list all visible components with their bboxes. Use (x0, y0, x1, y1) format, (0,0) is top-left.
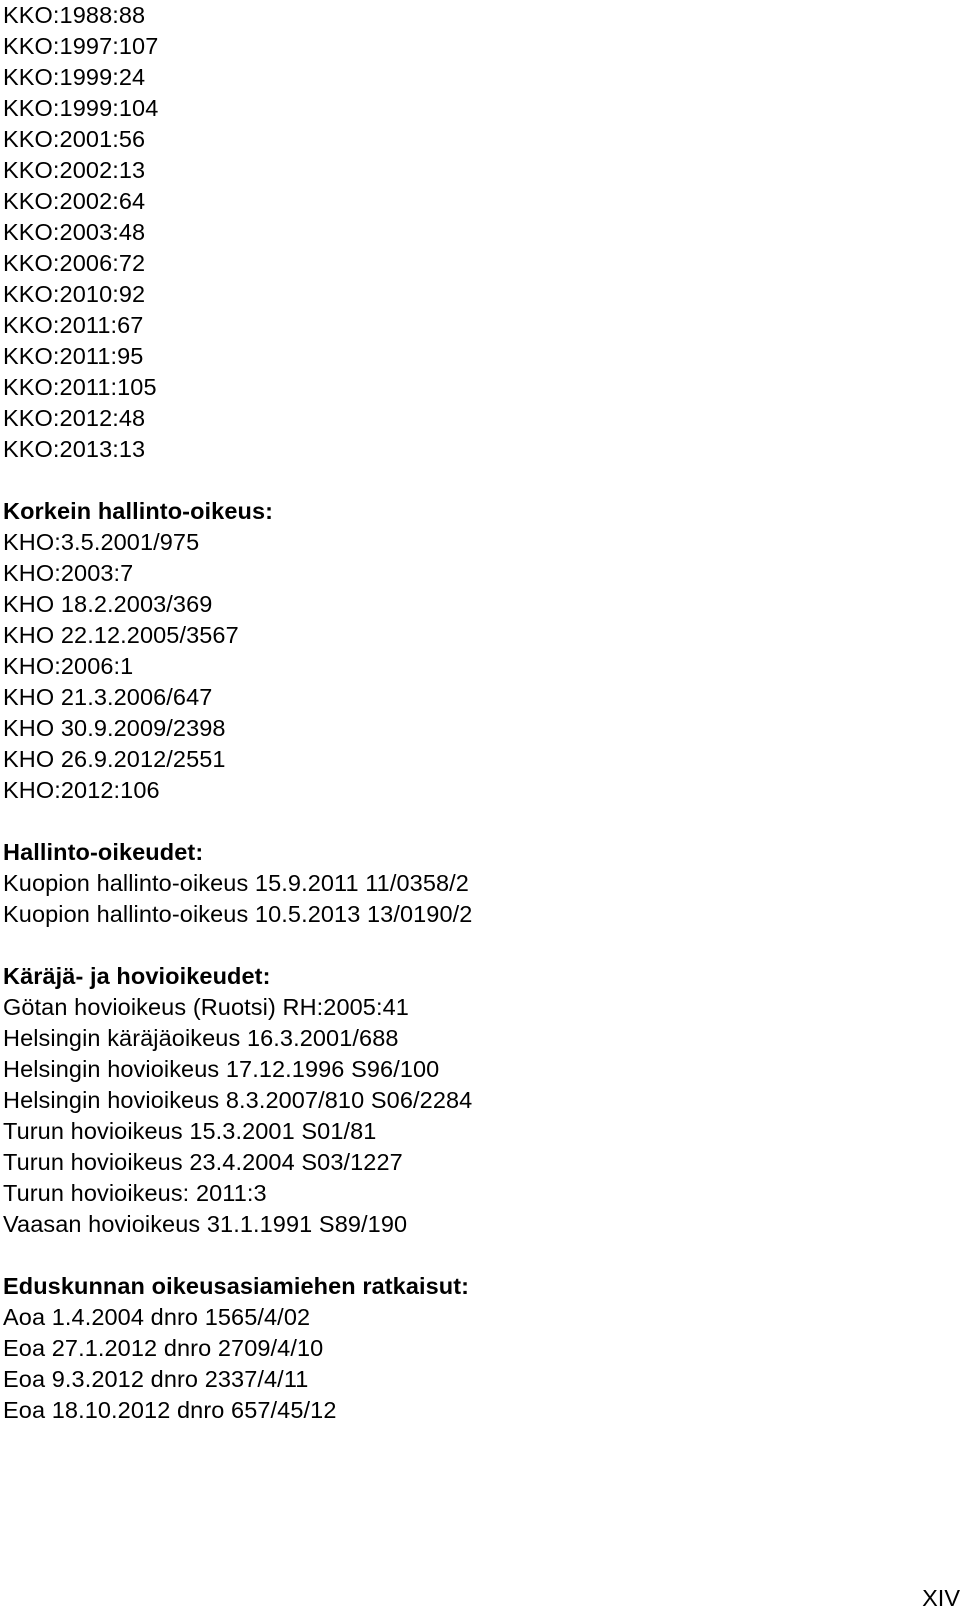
case-reference: KHO:2003:7 (3, 560, 134, 586)
document-body (3, 0, 943, 1426)
section-4 (3, 1240, 943, 1426)
case-reference: Götan hovioikeus (Ruotsi) RH:2005:41 (3, 994, 409, 1020)
case-reference: Kuopion hallinto-oikeus 15.9.2011 11/0358/2 (3, 870, 469, 896)
case-reference: Vaasan hovioikeus 31.1.1991 S89/190 (3, 1211, 408, 1237)
case-reference: KHO 18.2.2003/369 (3, 591, 213, 617)
case-reference: KKO:2010:92 (3, 281, 146, 307)
case-reference: Helsingin käräjäoikeus 16.3.2001/688 (3, 1025, 399, 1051)
case-reference: KKO:2013:13 (3, 436, 146, 462)
case-reference: Aoa 1.4.2004 dnro 1565/4/02 (3, 1304, 311, 1330)
case-reference: KKO:2011:67 (3, 312, 144, 338)
section-heading: Käräjä- ja hovioikeudet: (3, 963, 271, 989)
case-reference: Turun hovioikeus: 2011:3 (3, 1180, 267, 1206)
case-reference: KHO:3.5.2001/975 (3, 529, 200, 555)
case-reference: Eoa 27.1.2012 dnro 2709/4/10 (3, 1335, 324, 1361)
case-reference: KKO:1999:24 (3, 64, 146, 90)
section-3 (3, 930, 943, 1240)
case-reference: KKO:2006:72 (3, 250, 146, 276)
page-number: XIV (922, 1585, 960, 1611)
section-gap (3, 465, 943, 496)
section-0 (3, 0, 943, 465)
case-reference: KKO:2003:48 (3, 219, 146, 245)
case-reference: KKO:1988:88 (3, 2, 146, 28)
case-reference: Helsingin hovioikeus 8.3.2007/810 S06/2284 (3, 1087, 473, 1113)
case-reference: KHO 30.9.2009/2398 (3, 715, 226, 741)
section-heading: Eduskunnan oikeusasiamiehen ratkaisut: (3, 1273, 470, 1299)
case-reference: KKO:1999:104 (3, 95, 159, 121)
case-reference: Turun hovioikeus 23.4.2004 S03/1227 (3, 1149, 403, 1175)
section-1 (3, 465, 943, 806)
section-heading: Korkein hallinto-oikeus: (3, 498, 274, 524)
case-reference: KKO:2002:13 (3, 157, 146, 183)
section-gap (3, 806, 943, 837)
case-reference: Helsingin hovioikeus 17.12.1996 S96/100 (3, 1056, 440, 1082)
case-reference: KHO 26.9.2012/2551 (3, 746, 226, 772)
case-reference: KKO:1997:107 (3, 33, 159, 59)
case-reference: Turun hovioikeus 15.3.2001 S01/81 (3, 1118, 377, 1144)
case-reference: Eoa 9.3.2012 dnro 2337/4/11 (3, 1366, 309, 1392)
section-gap (3, 1240, 943, 1271)
case-reference: KKO:2002:64 (3, 188, 146, 214)
case-reference: KKO:2001:56 (3, 126, 146, 152)
case-reference: KHO:2012:106 (3, 777, 160, 803)
case-reference: KKO:2012:48 (3, 405, 146, 431)
case-reference: Eoa 18.10.2012 dnro 657/45/12 (3, 1397, 337, 1423)
case-reference: KHO 22.12.2005/3567 (3, 622, 239, 648)
case-reference: KKO:2011:105 (3, 374, 157, 400)
case-reference: KKO:2011:95 (3, 343, 144, 369)
section-heading: Hallinto-oikeudet: (3, 839, 204, 865)
case-reference: Kuopion hallinto-oikeus 10.5.2013 13/0190/2 (3, 901, 473, 927)
section-2 (3, 806, 943, 930)
section-gap (3, 930, 943, 961)
case-reference: KHO:2006:1 (3, 653, 134, 679)
case-reference: KHO 21.3.2006/647 (3, 684, 213, 710)
